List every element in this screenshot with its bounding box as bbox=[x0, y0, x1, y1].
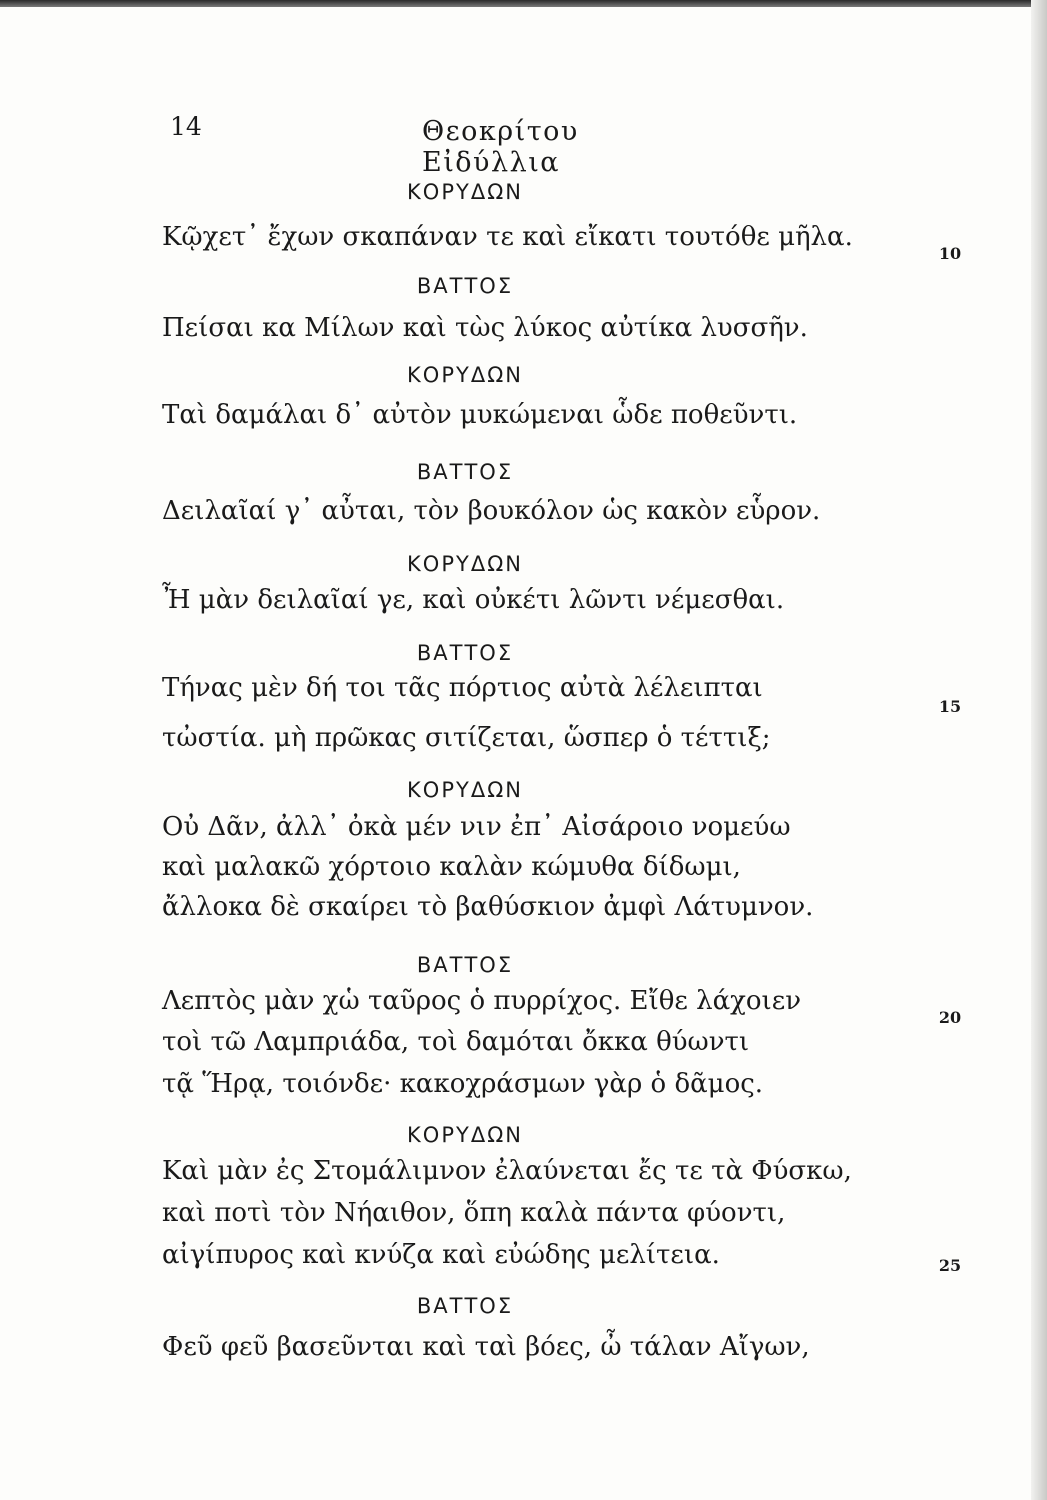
verse-line: Καὶ μὰν ἐς Στομάλιμνον ἐλαύνεται ἔς τε τὰ Φύσκω, bbox=[162, 1156, 852, 1186]
verse-line: καὶ μαλακῶ χόρτοιο καλὰν κώμυθα δίδωμι, bbox=[162, 852, 741, 882]
running-title: Θεοκρίτου Εἰδύλλια bbox=[422, 116, 579, 178]
speaker-label: ΚΟΡΥΔΩΝ bbox=[407, 778, 523, 802]
verse-line: Ἦ μὰν δειλαῖαί γε, καὶ οὐκέτι λῶντι νέμεσθαι. bbox=[162, 585, 785, 615]
line-number: 20 bbox=[938, 1008, 962, 1027]
speaker-label: ΒΑΤΤΟΣ bbox=[416, 641, 514, 665]
page-number: 14 bbox=[170, 112, 202, 141]
verse-line: ἄλλοκα δὲ σκαίρει τὸ βαθύσκιον ἀμφὶ Λάτυμνον. bbox=[162, 892, 814, 922]
speaker-label: ΚΟΡΥΔΩΝ bbox=[407, 363, 523, 387]
verse-line: αἰγίπυρος καὶ κνύζα καὶ εὐώδης μελίτεια. bbox=[162, 1240, 720, 1270]
line-number: 25 bbox=[938, 1256, 962, 1275]
speaker-label: ΚΟΡΥΔΩΝ bbox=[407, 1123, 523, 1147]
line-number: 15 bbox=[938, 697, 962, 716]
scan-top-edge bbox=[0, 0, 1047, 7]
scan-right-edge bbox=[1031, 0, 1047, 1500]
verse-line: τὠστία. μὴ πρῶκας σιτίζεται, ὥσπερ ὁ τέττιξ; bbox=[162, 723, 771, 753]
verse-line: Δειλαῖαί γ᾽ αὖται, τὸν βουκόλον ὡς κακὸν εὗρον. bbox=[162, 496, 821, 526]
verse-line: Οὐ Δᾶν, ἀλλ᾽ ὀκὰ μέν νιν ἐπ᾽ Αἰσάροιο νομεύω bbox=[162, 812, 791, 842]
speaker-label: ΒΑΤΤΟΣ bbox=[416, 274, 514, 298]
speaker-label: ΒΑΤΤΟΣ bbox=[416, 953, 514, 977]
verse-line: Ταὶ δαμάλαι δ᾽ αὐτὸν μυκώμεναι ὧδε ποθεῦντι. bbox=[162, 400, 798, 430]
speaker-label: ΒΑΤΤΟΣ bbox=[416, 1294, 514, 1318]
speaker-label: ΚΟΡΥΔΩΝ bbox=[407, 552, 523, 576]
verse-line: τοὶ τῶ Λαμπριάδα, τοὶ δαμόται ὄκκα θύωντι bbox=[162, 1027, 750, 1057]
page-header bbox=[170, 112, 710, 178]
verse-line: Φεῦ φεῦ βασεῦνται καὶ ταὶ βόες, ὦ τάλαν Αἴγων, bbox=[162, 1332, 810, 1362]
verse-line: Πείσαι κα Μίλων καὶ τὼς λύκος αὐτίκα λυσσῆν. bbox=[162, 313, 808, 343]
verse-line: Κῷχετ᾽ ἔχων σκαπάναν τε καὶ εἴκατι τουτόθε μῆλα. bbox=[162, 222, 853, 252]
speaker-label: ΚΟΡΥΔΩΝ bbox=[407, 180, 523, 204]
verse-line: Τήνας μὲν δή τοι τᾶς πόρτιος αὐτὰ λέλειπται bbox=[162, 673, 763, 703]
verse-line: Λεπτὸς μὰν χὡ ταῦρος ὁ πυρρίχος. Εἴθε λάχοιεν bbox=[162, 986, 802, 1016]
speaker-label: ΒΑΤΤΟΣ bbox=[416, 460, 514, 484]
verse-line: καὶ ποτὶ τὸν Νήαιθον, ὅπη καλὰ πάντα φύοντι, bbox=[162, 1198, 786, 1228]
verse-line: τᾷ Ἥρᾳ, τοιόνδε· κακοχράσμων γὰρ ὁ δᾶμος. bbox=[162, 1069, 764, 1099]
line-number: 10 bbox=[938, 244, 962, 263]
